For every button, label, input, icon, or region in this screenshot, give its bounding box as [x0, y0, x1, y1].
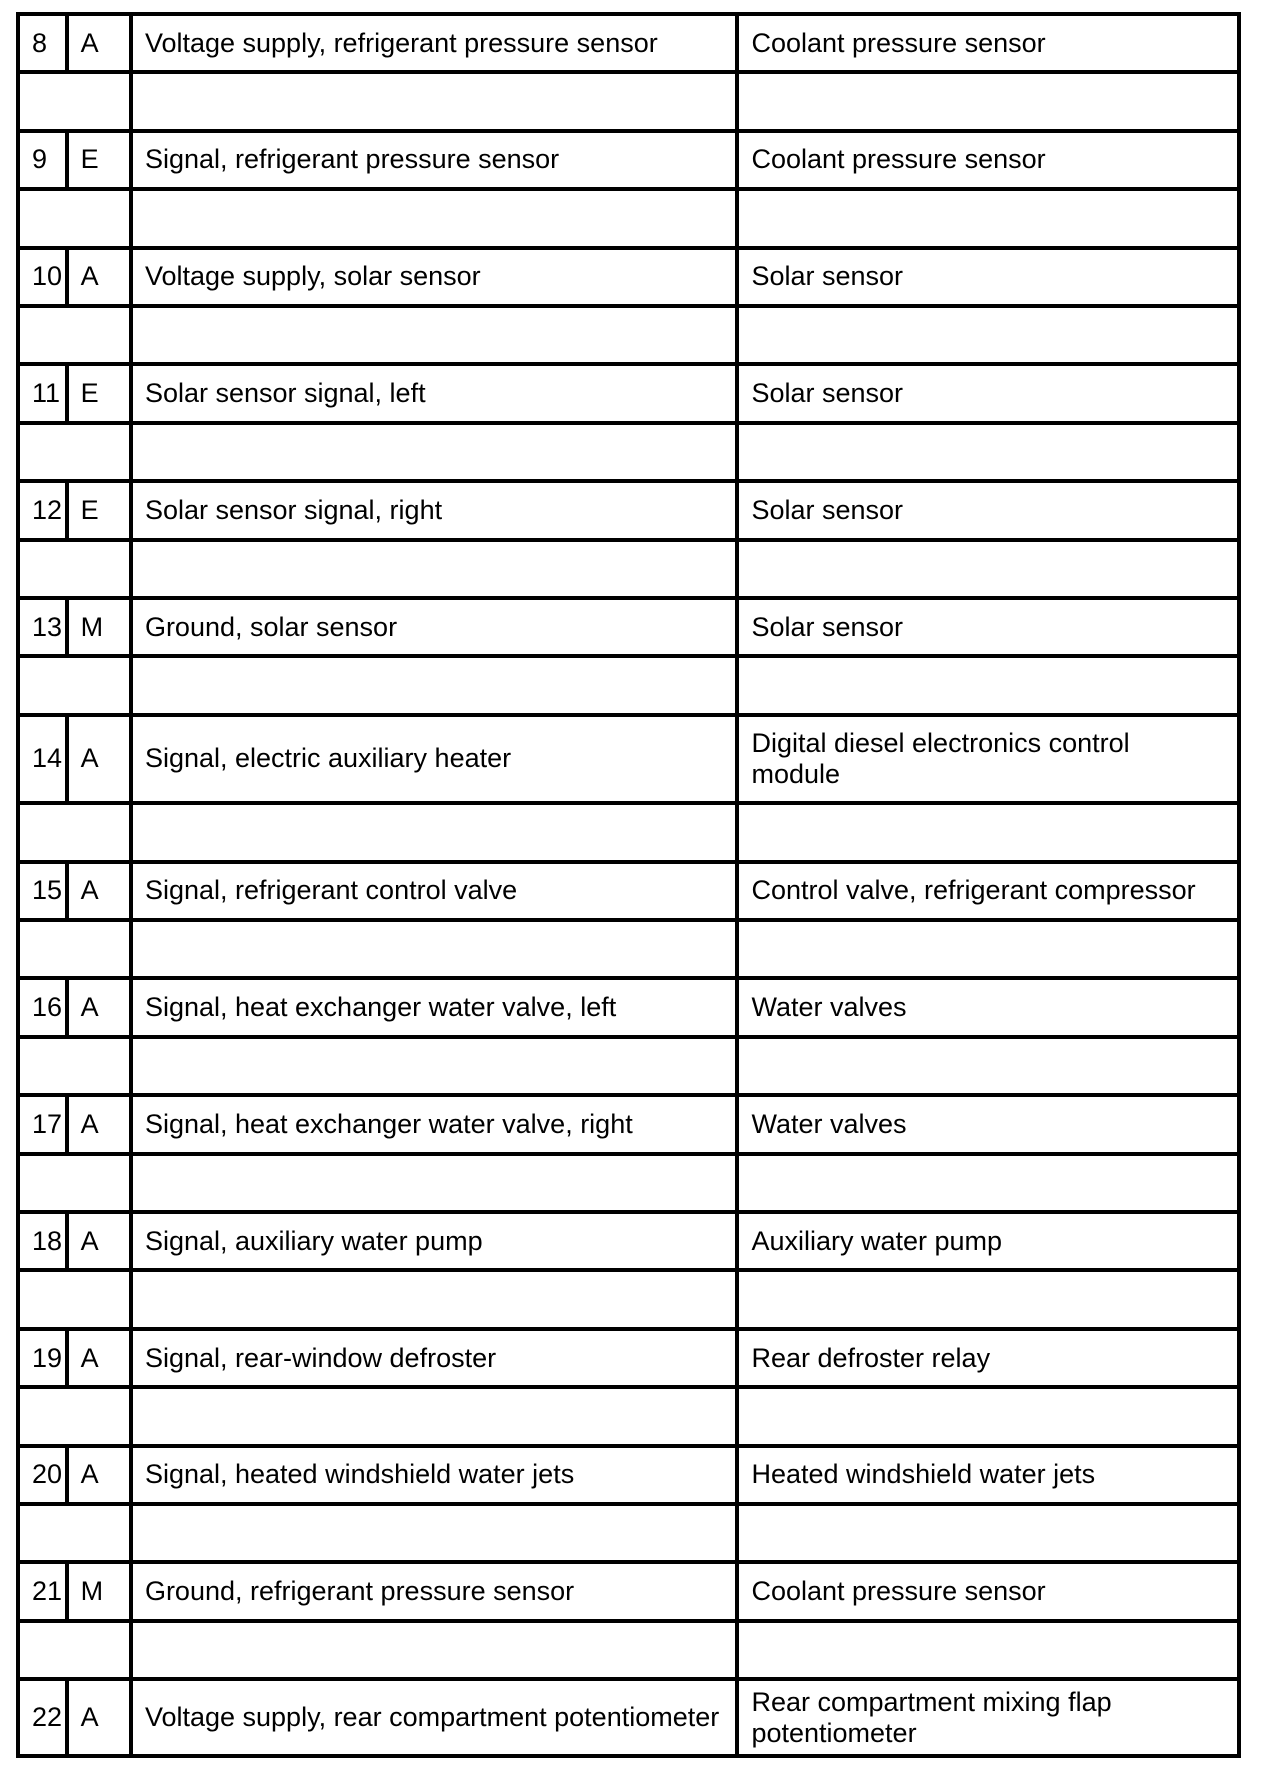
signal-type-cell: A	[67, 1095, 131, 1153]
empty-cell	[18, 423, 131, 481]
empty-cell	[18, 72, 131, 130]
component-cell: Solar sensor	[737, 481, 1239, 539]
empty-cell	[131, 656, 738, 714]
pin-number-cell: 14	[18, 715, 67, 804]
component-cell: Coolant pressure sensor	[737, 14, 1239, 72]
empty-cell	[18, 920, 131, 978]
signal-type-cell: E	[67, 131, 131, 189]
table-row	[18, 364, 1239, 422]
empty-cell	[131, 423, 738, 481]
spacer-row	[18, 540, 1239, 598]
description-cell: Signal, rear-window defroster	[131, 1329, 738, 1387]
empty-cell	[131, 803, 738, 861]
empty-cell	[18, 1270, 131, 1328]
table-row	[18, 1329, 1239, 1387]
signal-type-cell: A	[67, 14, 131, 72]
spacer-row	[18, 1621, 1239, 1679]
pin-number-cell: 19	[18, 1329, 67, 1387]
empty-cell	[131, 306, 738, 364]
empty-cell	[18, 803, 131, 861]
description-cell: Voltage supply, rear compartment potentiometer	[131, 1679, 738, 1756]
empty-cell	[18, 540, 131, 598]
table-body	[18, 14, 1239, 1756]
description-cell: Solar sensor signal, right	[131, 481, 738, 539]
table-row	[18, 715, 1239, 804]
empty-cell	[131, 540, 738, 598]
signal-type-cell: A	[67, 978, 131, 1036]
spacer-row	[18, 1154, 1239, 1212]
signal-type-cell: A	[67, 1329, 131, 1387]
pin-number-cell: 21	[18, 1562, 67, 1620]
pin-number-cell: 12	[18, 481, 67, 539]
pin-number-cell: 15	[18, 862, 67, 920]
description-cell: Signal, refrigerant pressure sensor	[131, 131, 738, 189]
empty-cell	[18, 1037, 131, 1095]
empty-cell	[737, 656, 1239, 714]
description-cell: Voltage supply, refrigerant pressure sensor	[131, 14, 738, 72]
table-row	[18, 1095, 1239, 1153]
empty-cell	[131, 1504, 738, 1562]
pin-number-cell: 9	[18, 131, 67, 189]
pin-number-cell: 22	[18, 1679, 67, 1756]
description-cell: Solar sensor signal, left	[131, 364, 738, 422]
empty-cell	[131, 920, 738, 978]
signal-type-cell: E	[67, 364, 131, 422]
table-row	[18, 248, 1239, 306]
signal-type-cell: E	[67, 481, 131, 539]
pin-number-cell: 20	[18, 1446, 67, 1504]
spacer-row	[18, 72, 1239, 130]
empty-cell	[737, 306, 1239, 364]
table-row	[18, 1446, 1239, 1504]
empty-cell	[131, 1270, 738, 1328]
empty-cell	[18, 1504, 131, 1562]
description-cell: Ground, refrigerant pressure sensor	[131, 1562, 738, 1620]
empty-cell	[131, 72, 738, 130]
empty-cell	[131, 1621, 738, 1679]
table-row	[18, 14, 1239, 72]
empty-cell	[18, 306, 131, 364]
pin-number-cell: 18	[18, 1212, 67, 1270]
component-cell: Digital diesel electronics control module	[737, 715, 1239, 804]
empty-cell	[131, 1037, 738, 1095]
description-cell: Signal, heated windshield water jets	[131, 1446, 738, 1504]
spacer-row	[18, 803, 1239, 861]
description-cell: Signal, electric auxiliary heater	[131, 715, 738, 804]
table-row	[18, 862, 1239, 920]
empty-cell	[18, 656, 131, 714]
signal-type-cell: M	[67, 598, 131, 656]
empty-cell	[737, 1037, 1239, 1095]
component-cell: Rear defroster relay	[737, 1329, 1239, 1387]
pin-number-cell: 11	[18, 364, 67, 422]
empty-cell	[131, 1387, 738, 1445]
spacer-row	[18, 656, 1239, 714]
spacer-row	[18, 306, 1239, 364]
empty-cell	[131, 189, 738, 247]
empty-cell	[737, 423, 1239, 481]
empty-cell	[18, 1154, 131, 1212]
pin-number-cell: 10	[18, 248, 67, 306]
empty-cell	[737, 540, 1239, 598]
empty-cell	[737, 189, 1239, 247]
description-cell: Signal, heat exchanger water valve, left	[131, 978, 738, 1036]
component-cell: Coolant pressure sensor	[737, 131, 1239, 189]
empty-cell	[737, 1621, 1239, 1679]
spacer-row	[18, 1270, 1239, 1328]
component-cell: Water valves	[737, 1095, 1239, 1153]
component-cell: Solar sensor	[737, 364, 1239, 422]
signal-type-cell: A	[67, 715, 131, 804]
description-cell: Signal, refrigerant control valve	[131, 862, 738, 920]
empty-cell	[737, 803, 1239, 861]
table-row	[18, 131, 1239, 189]
pin-number-cell: 13	[18, 598, 67, 656]
table-row	[18, 1679, 1239, 1756]
signal-type-cell: A	[67, 1446, 131, 1504]
description-cell: Voltage supply, solar sensor	[131, 248, 738, 306]
component-cell: Coolant pressure sensor	[737, 1562, 1239, 1620]
pin-number-cell: 8	[18, 14, 67, 72]
table-row	[18, 1562, 1239, 1620]
description-cell: Ground, solar sensor	[131, 598, 738, 656]
spacer-row	[18, 1504, 1239, 1562]
spacer-row	[18, 189, 1239, 247]
component-cell: Rear compartment mixing flap potentiometer	[737, 1679, 1239, 1756]
table-row	[18, 598, 1239, 656]
spacer-row	[18, 1037, 1239, 1095]
empty-cell	[737, 920, 1239, 978]
spacer-row	[18, 1387, 1239, 1445]
component-cell: Control valve, refrigerant compressor	[737, 862, 1239, 920]
description-cell: Signal, heat exchanger water valve, right	[131, 1095, 738, 1153]
pin-number-cell: 17	[18, 1095, 67, 1153]
empty-cell	[737, 1504, 1239, 1562]
component-cell: Auxiliary water pump	[737, 1212, 1239, 1270]
spacer-row	[18, 423, 1239, 481]
empty-cell	[737, 1154, 1239, 1212]
component-cell: Solar sensor	[737, 598, 1239, 656]
empty-cell	[737, 72, 1239, 130]
pin-assignment-table	[16, 12, 1241, 1758]
component-cell: Solar sensor	[737, 248, 1239, 306]
empty-cell	[18, 1621, 131, 1679]
component-cell: Heated windshield water jets	[737, 1446, 1239, 1504]
signal-type-cell: A	[67, 1212, 131, 1270]
table-row	[18, 481, 1239, 539]
description-cell: Signal, auxiliary water pump	[131, 1212, 738, 1270]
empty-cell	[131, 1154, 738, 1212]
empty-cell	[18, 189, 131, 247]
spacer-row	[18, 920, 1239, 978]
empty-cell	[737, 1270, 1239, 1328]
pin-number-cell: 16	[18, 978, 67, 1036]
signal-type-cell: A	[67, 248, 131, 306]
table-row	[18, 1212, 1239, 1270]
component-cell: Water valves	[737, 978, 1239, 1036]
signal-type-cell: M	[67, 1562, 131, 1620]
signal-type-cell: A	[67, 862, 131, 920]
signal-type-cell: A	[67, 1679, 131, 1756]
table-row	[18, 978, 1239, 1036]
empty-cell	[737, 1387, 1239, 1445]
empty-cell	[18, 1387, 131, 1445]
